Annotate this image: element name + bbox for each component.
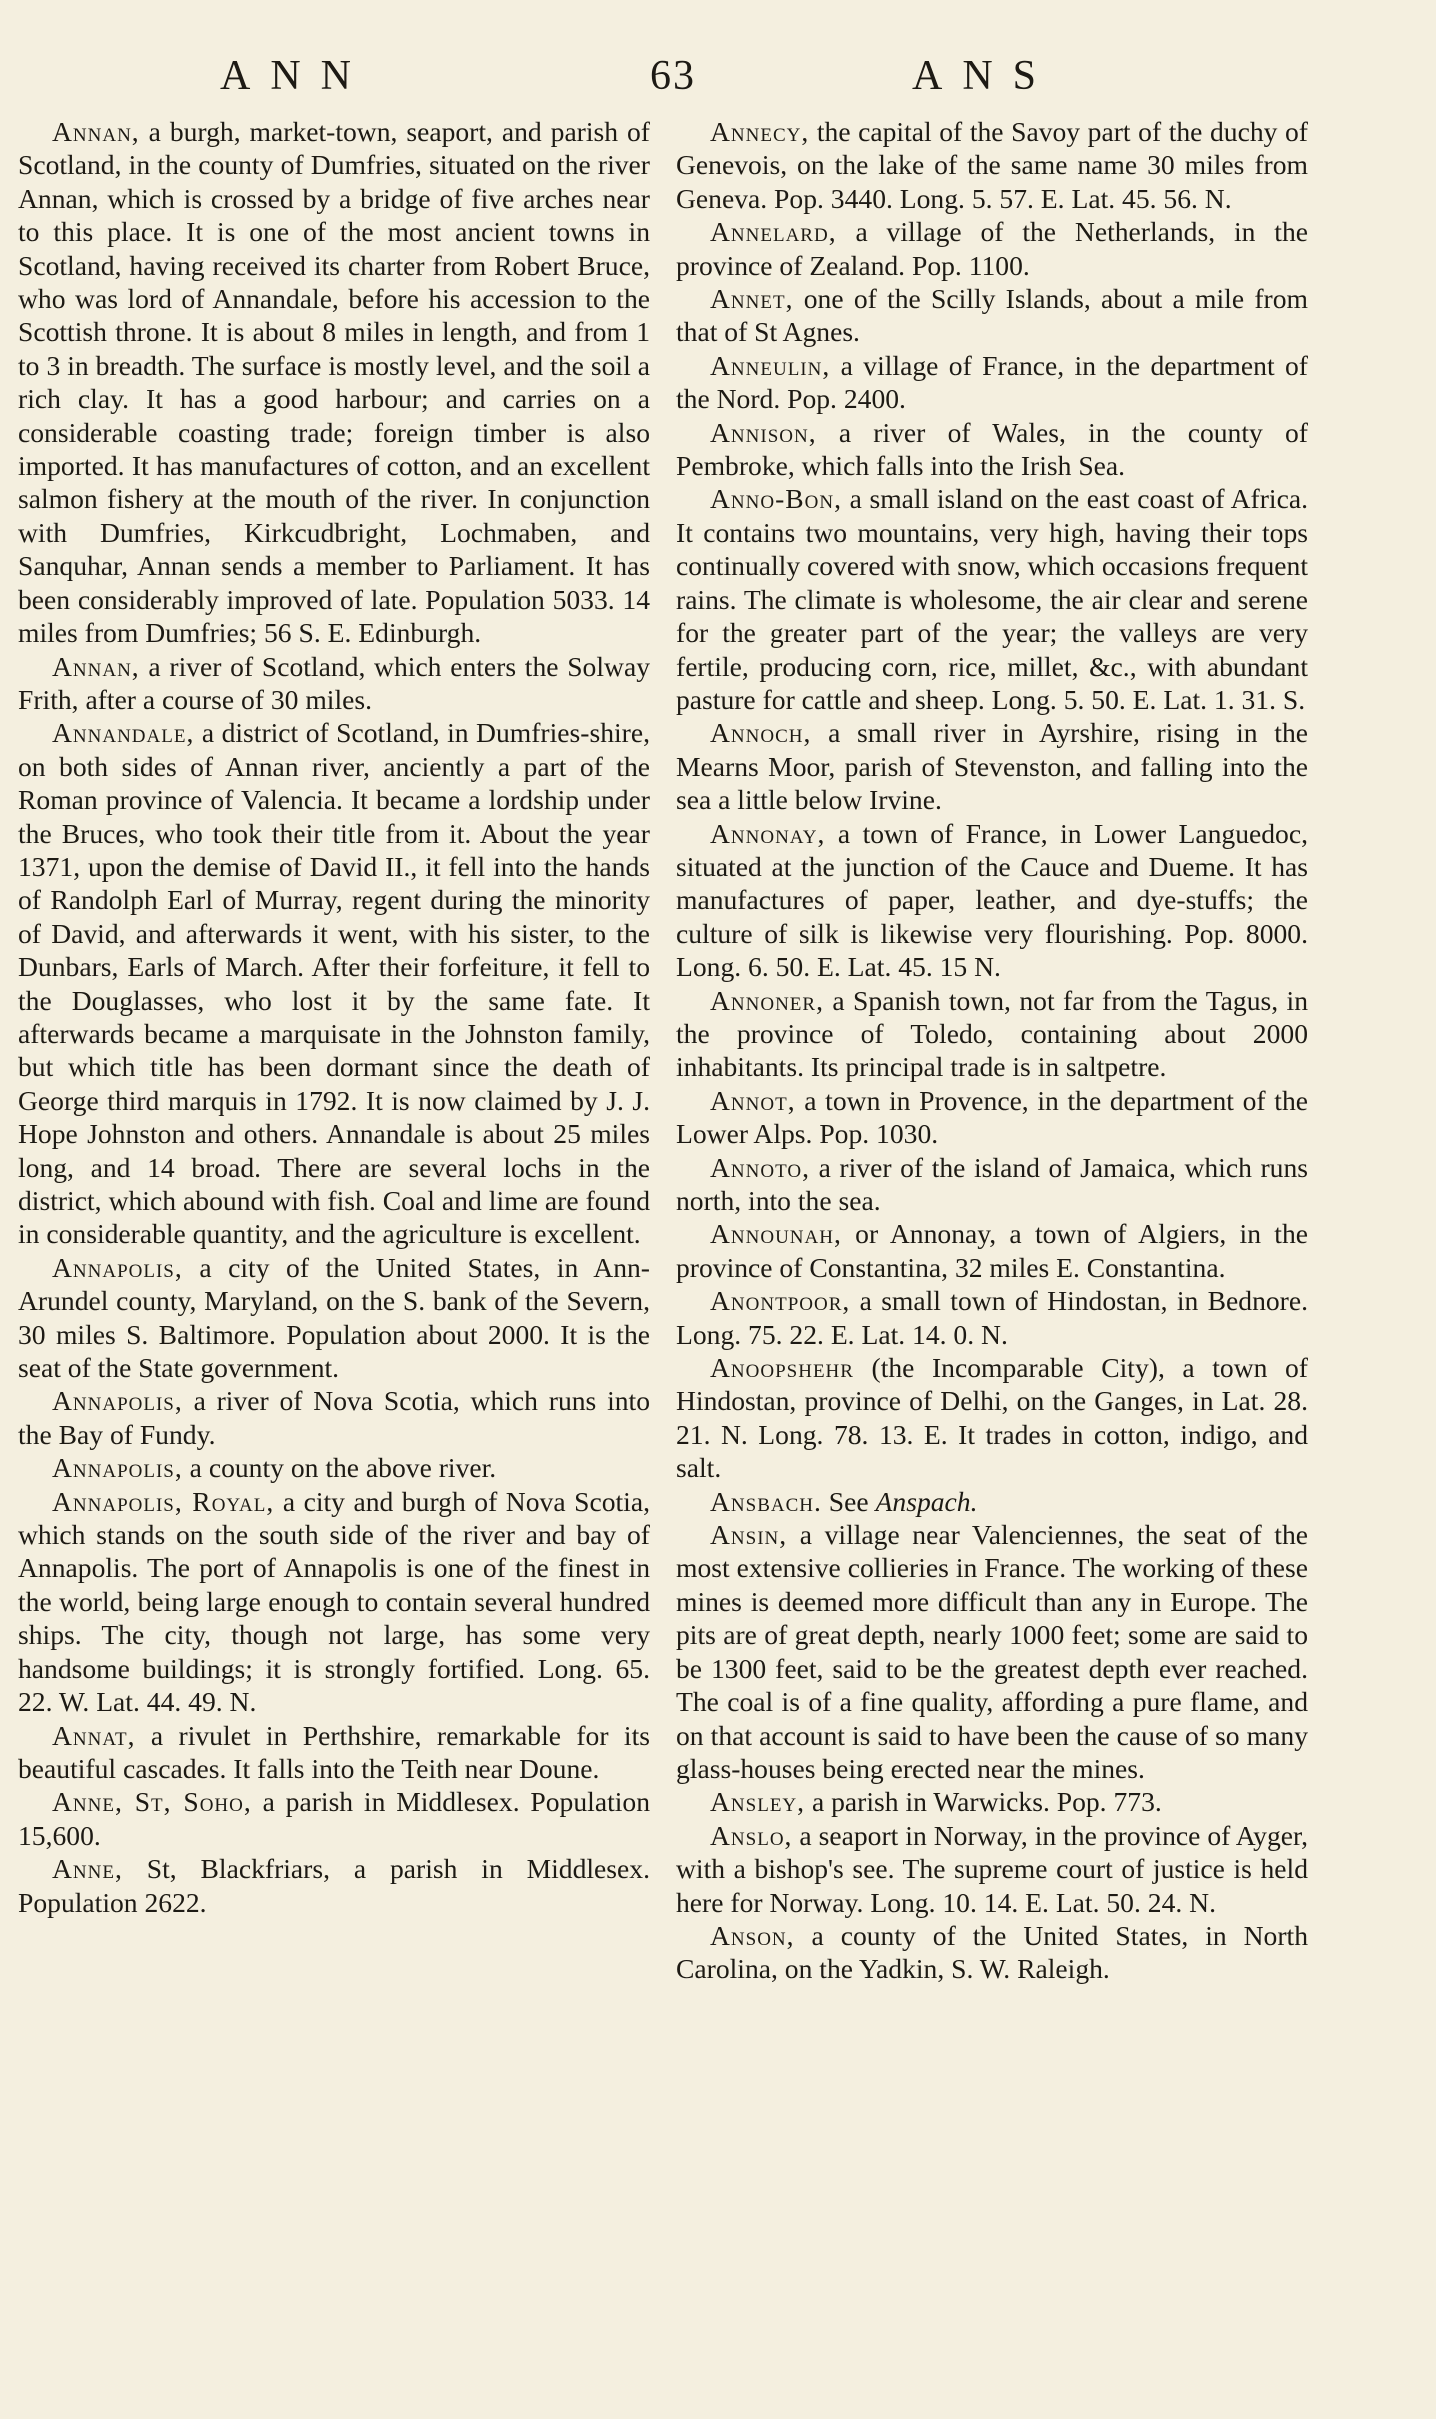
entry-headword: Anne, St, Soho,	[52, 1786, 252, 1818]
entry-headword: Annison,	[710, 416, 817, 448]
gazetteer-entry	[18, 1485, 650, 1719]
entry-text: a river of Nova Scotia, which runs into the Bay of Fundy.	[18, 1385, 650, 1450]
gazetteer-entry	[18, 1451, 650, 1484]
gazetteer-entry	[676, 482, 1308, 716]
gazetteer-entry	[676, 416, 1308, 483]
entry-headword: Anson,	[710, 1919, 795, 1951]
entry-headword: Ansley,	[710, 1786, 806, 1818]
entry-text: (the Incomparable City), a town of Hindostan, province of Delhi, on the Ganges, in Lat. 28. 21. N. Long. 78. 13. E. It trades in cotton, indigo, and salt.	[676, 1352, 1308, 1484]
gazetteer-entry	[676, 1084, 1308, 1151]
entry-text: a parish in Middlesex. Population 15,600.	[18, 1786, 650, 1851]
gazetteer-entry	[676, 1151, 1308, 1218]
entry-text: a river of Wales, in the county of Pembroke, which falls into the Irish Sea.	[676, 416, 1308, 482]
entry-headword: Annet,	[710, 283, 794, 315]
gazetteer-entry	[18, 1719, 650, 1786]
entry-text: a village near Valenciennes, the seat of the most extensive collieries in France. The working of these mines is deemed more difficult than any in Europe. The pits are of great depth, nearly 1000 feet; some are said to be 1300 feet, said to be the greatest depth ever reached. The coal is of a fine quality, affording a pure flame, and on that account is said to have been the cause of so many glass-houses being erected near the mines.	[676, 1519, 1308, 1784]
running-head-right: ANS	[912, 53, 1057, 99]
entry-text: See	[821, 1485, 876, 1517]
entry-text: St, Blackfriars, a parish in Middlesex. Population 2622.	[18, 1853, 650, 1918]
entry-headword: Anne,	[52, 1853, 123, 1885]
entry-text: a city and burgh of Nova Scotia, which stands on the south side of the river and bay of Annapolis. The port of Annapolis is one of the finest in the world, being large enough to contain several hundred ships. The city, though not large, has some very handsome buildings; it is strongly fortified. Long. 65. 22. W. Lat. 44. 49. N.	[18, 1485, 650, 1718]
entry-text: a county of the United States, in North Carolina, on the Yadkin, S. W. Raleigh.	[676, 1919, 1308, 1985]
gazetteer-entry	[18, 1251, 650, 1385]
gazetteer-entry	[676, 215, 1308, 282]
entry-text: a Spanish town, not far from the Tagus, in the province of Toledo, containing about 2000 inhabitants. Its principal trade is in saltpetre.	[676, 984, 1308, 1083]
left-column	[18, 115, 650, 1919]
gazetteer-entry	[18, 1785, 650, 1852]
entry-headword: Annelard,	[710, 216, 837, 248]
gazetteer-entry	[676, 1819, 1308, 1919]
entry-text: a town of France, in Lower Languedoc, situated at the junction of the Cauce and Dueme. It has manufactures of paper, leather, and dye-stuffs; the culture of silk is likewise very flourishing. Pop. 8000. Long. 6. 50. E. Lat. 45. 15 N.	[676, 817, 1308, 983]
gazetteer-entry	[676, 349, 1308, 416]
gazetteer-entry	[676, 1284, 1308, 1351]
entry-headword: Annapolis, Royal,	[52, 1485, 275, 1517]
entry-headword: Annoto,	[710, 1151, 810, 1183]
gazetteer-entry	[18, 115, 650, 650]
gazetteer-entry	[676, 1785, 1308, 1818]
entry-headword: Annan,	[52, 116, 140, 147]
entry-headword: Annat,	[52, 1719, 136, 1751]
entry-text: a county on the above river.	[182, 1452, 497, 1484]
entry-headword: Annoch,	[710, 717, 812, 749]
entry-text: a burgh, market-town, seaport, and parish of Scotland, in the county of Dumfries, situated on the river Annan, which is crossed by a bridge of five arches near to this place. It is one of the most ancient towns in Scotland, having received its charter from Robert Bruce, who was lord of Annandale, before his accession to the Scottish throne. It is about 8 miles in length, and from 1 to 3 in breadth. The surface is mostly level, and the soil a rich clay. It has a good harbour; and carries on a considerable coasting trade; foreign timber is also imported. It has manufactures of cotton, and an excellent salmon fishery at the mouth of the river. In conjunction with Dumfries, Kirkcudbright, Lochmaben, and Sanquhar, Annan sends a member to Parliament. It has been considerably improved of late. Population 5033. 14 miles from Dumfries; 56 S. E. Edinburgh.	[18, 116, 650, 649]
entry-headword: Annapolis,	[52, 1251, 183, 1283]
entry-text: the capital of the Savoy part of the duchy of Genevois, on the lake of the same name 30 miles from Geneva. Pop. 3440. Long. 5. 57. E. Lat. 45. 56. N.	[676, 116, 1308, 214]
gazetteer-entry	[676, 984, 1308, 1084]
entry-headword: Annandale,	[52, 717, 195, 749]
gazetteer-entry	[18, 716, 650, 1251]
gazetteer-entry	[676, 817, 1308, 984]
entry-headword: Anslo,	[710, 1819, 793, 1851]
page-number: 63	[650, 53, 696, 99]
gazetteer-entry	[676, 716, 1308, 816]
gazetteer-entry	[676, 1518, 1308, 1785]
gazetteer-entry	[18, 1852, 650, 1919]
entry-headword: Anontpoor,	[710, 1285, 851, 1317]
entry-headword: Ansbach.	[710, 1485, 822, 1517]
gazetteer-entry	[676, 1217, 1308, 1284]
gazetteer-entry	[676, 1351, 1308, 1485]
entry-text: a district of Scotland, in Dumfries-shire, on both sides of Annan river, anciently a part of the Roman province of Valencia. It became a lordship under the Bruces, who took their title from it. About the year 1371, upon the demise of David II., it fell into the hands of Randolph Earl of Murray, regent during the minority of David, and afterwards it went, with his sister, to the Dunbars, Earls of March. After their forfeiture, it fell to the Douglasses, who lost it by the same fate. It afterwards became a marquisate in the Johnston family, but which title has been dormant since the death of George third marquis in 1792. It is now claimed by J. J. Hope Johnston and others. Annandale is about 25 miles long, and 14 broad. There are several lochs in the district, which abound with fish. Coal and lime are found in considerable quantity, and the agriculture is excellent.	[18, 717, 650, 1250]
entry-text: a village of France, in the department of the Nord. Pop. 2400.	[676, 349, 1308, 415]
entry-headword: Annoner,	[710, 984, 824, 1016]
entry-text: a town in Provence, in the department of the Lower Alps. Pop. 1030.	[676, 1084, 1308, 1150]
gazetteer-entry	[18, 1384, 650, 1451]
entry-text: a river of the island of Jamaica, which runs north, into the sea.	[676, 1151, 1308, 1216]
entry-headword: Annapolis,	[52, 1452, 183, 1484]
entry-text: a city of the United States, in Ann-Arundel county, Maryland, on the S. bank of the Severn, 30 miles S. Baltimore. Population about 2000. It is the seat of the State government.	[18, 1251, 650, 1384]
gazetteer-entry	[676, 282, 1308, 349]
entry-text: a parish in Warwicks. Pop. 773.	[805, 1786, 1162, 1818]
entry-text: a small river in Ayrshire, rising in the Mearns Moor, parish of Stevenston, and falling into the sea a little below Irvine.	[676, 717, 1308, 816]
gazetteer-entry	[676, 1485, 1308, 1518]
entry-text: one of the Scilly Islands, about a mile from that of St Agnes.	[676, 283, 1308, 348]
gazetteer-entry	[676, 1919, 1308, 1986]
entry-headword: Annan,	[52, 650, 140, 682]
entry-text: a river of Scotland, which enters the Solway Frith, after a course of 30 miles.	[18, 650, 650, 715]
running-head-left: ANN	[220, 53, 371, 99]
entry-headword: Ansin,	[710, 1519, 788, 1551]
entry-text: or Annonay, a town of Algiers, in the province of Constantina, 32 miles E. Constantina.	[676, 1218, 1308, 1283]
entry-headword: Annonay,	[710, 817, 826, 849]
entry-headword: Anneulin,	[710, 349, 831, 381]
entry-text: a small town of Hindostan, in Bednore. Long. 75. 22. E. Lat. 14. 0. N.	[676, 1285, 1308, 1350]
entry-headword: Annot,	[710, 1084, 796, 1116]
gazetteer-entry	[18, 650, 650, 717]
entry-headword: Annecy,	[710, 116, 810, 147]
entry-headword: Anno-Bon,	[710, 483, 843, 515]
entry-text: a village of the Netherlands, in the province of Zealand. Pop. 1100.	[676, 216, 1308, 281]
right-column	[676, 115, 1308, 1986]
entry-text: a seaport in Norway, in the province of Ayger, with a bishop's see. The supreme court of justice is held here for Norway. Long. 10. 14. E. Lat. 50. 24. N.	[676, 1819, 1308, 1918]
entry-cross-reference: Anspach.	[875, 1485, 978, 1517]
entry-text: a small island on the east coast of Africa. It contains two mountains, very high, having their tops continually covered with snow, which occasions frequent rains. The climate is wholesome, the air clear and serene for the greater part of the year; the valleys are very fertile, producing corn, rice, millet, &c., with abundant pasture for cattle and sheep. Long. 5. 50. E. Lat. 1. 31. S.	[676, 483, 1308, 715]
entry-headword: Anoopshehr	[710, 1352, 854, 1384]
entry-headword: Annapolis,	[52, 1385, 183, 1417]
entry-text: a rivulet in Perthshire, remarkable for its beautiful cascades. It falls into the Teith near Doune.	[18, 1719, 650, 1784]
running-head	[0, 52, 1436, 112]
gazetteer-entry	[676, 115, 1308, 215]
entry-headword: Announah,	[710, 1218, 842, 1250]
